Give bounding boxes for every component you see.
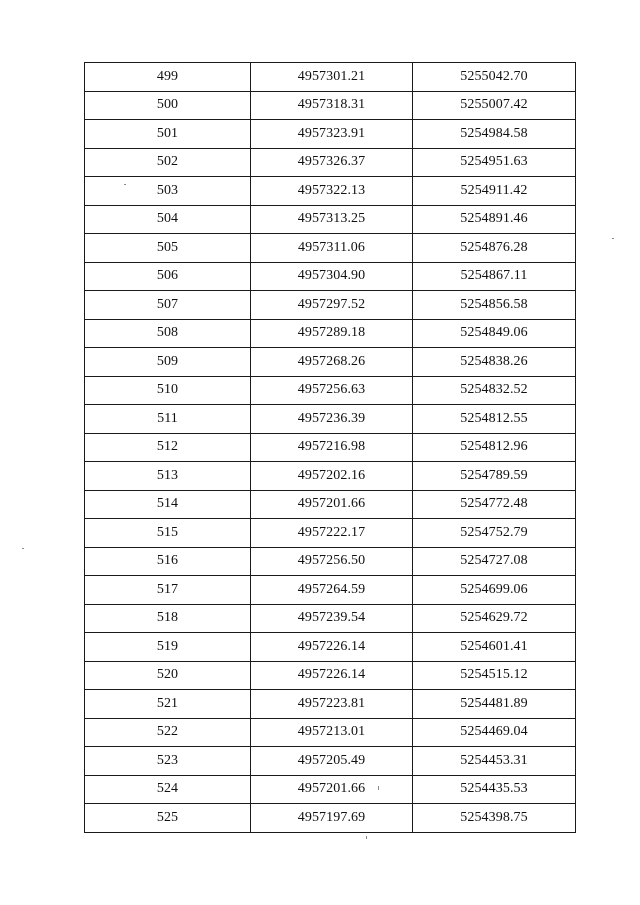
- x-coordinate-cell: 4957264.59: [251, 576, 413, 605]
- y-coordinate-cell: 5254867.11: [413, 262, 576, 291]
- y-coordinate-cell: 5254699.06: [413, 576, 576, 605]
- table-row: [85, 747, 576, 776]
- y-coordinate-cell: 5254481.89: [413, 690, 576, 719]
- x-coordinate-cell: 4957226.14: [251, 661, 413, 690]
- x-coordinate-cell: 4957201.66: [251, 775, 413, 804]
- table-row: [85, 234, 576, 263]
- point-number-cell: 501: [85, 120, 251, 149]
- table-row: [85, 120, 576, 149]
- x-coordinate-cell: 4957289.18: [251, 319, 413, 348]
- y-coordinate-cell: 5254891.46: [413, 205, 576, 234]
- scan-speck: [124, 184, 126, 185]
- point-number-cell: 512: [85, 433, 251, 462]
- table-row: [85, 205, 576, 234]
- point-number-cell: 519: [85, 633, 251, 662]
- y-coordinate-cell: 5254832.52: [413, 376, 576, 405]
- point-number-cell: 508: [85, 319, 251, 348]
- y-coordinate-cell: 5254453.31: [413, 747, 576, 776]
- x-coordinate-cell: 4957201.66: [251, 490, 413, 519]
- point-number-cell: 500: [85, 91, 251, 120]
- y-coordinate-cell: 5254772.48: [413, 490, 576, 519]
- point-number-cell: 520: [85, 661, 251, 690]
- point-number-cell: 502: [85, 148, 251, 177]
- table-row: [85, 547, 576, 576]
- y-coordinate-cell: 5254601.41: [413, 633, 576, 662]
- x-coordinate-cell: 4957301.21: [251, 63, 413, 92]
- table-row: [85, 661, 576, 690]
- point-number-cell: 522: [85, 718, 251, 747]
- y-coordinate-cell: 5254951.63: [413, 148, 576, 177]
- point-number-cell: 523: [85, 747, 251, 776]
- point-number-cell: 499: [85, 63, 251, 92]
- coordinate-table-body: [85, 63, 576, 833]
- scan-speck: [378, 786, 379, 790]
- y-coordinate-cell: 5255042.70: [413, 63, 576, 92]
- x-coordinate-cell: 4957256.63: [251, 376, 413, 405]
- table-row: [85, 262, 576, 291]
- y-coordinate-cell: 5254911.42: [413, 177, 576, 206]
- point-number-cell: 505: [85, 234, 251, 263]
- point-number-cell: 513: [85, 462, 251, 491]
- table-row: [85, 348, 576, 377]
- table-row: [85, 519, 576, 548]
- x-coordinate-cell: 4957223.81: [251, 690, 413, 719]
- table-row: [85, 177, 576, 206]
- point-number-cell: 503: [85, 177, 251, 206]
- x-coordinate-cell: 4957202.16: [251, 462, 413, 491]
- table-row: [85, 633, 576, 662]
- y-coordinate-cell: 5254812.96: [413, 433, 576, 462]
- point-number-cell: 514: [85, 490, 251, 519]
- x-coordinate-cell: 4957256.50: [251, 547, 413, 576]
- coordinate-table: [84, 62, 576, 833]
- table-row: [85, 804, 576, 833]
- table-row: [85, 490, 576, 519]
- y-coordinate-cell: 5254398.75: [413, 804, 576, 833]
- x-coordinate-cell: 4957297.52: [251, 291, 413, 320]
- table-row: [85, 462, 576, 491]
- scan-speck: [366, 836, 367, 839]
- table-row: [85, 604, 576, 633]
- point-number-cell: 511: [85, 405, 251, 434]
- y-coordinate-cell: 5254838.26: [413, 348, 576, 377]
- point-number-cell: 515: [85, 519, 251, 548]
- y-coordinate-cell: 5254789.59: [413, 462, 576, 491]
- x-coordinate-cell: 4957205.49: [251, 747, 413, 776]
- y-coordinate-cell: 5254515.12: [413, 661, 576, 690]
- x-coordinate-cell: 4957236.39: [251, 405, 413, 434]
- point-number-cell: 509: [85, 348, 251, 377]
- x-coordinate-cell: 4957268.26: [251, 348, 413, 377]
- point-number-cell: 524: [85, 775, 251, 804]
- point-number-cell: 507: [85, 291, 251, 320]
- x-coordinate-cell: 4957318.31: [251, 91, 413, 120]
- y-coordinate-cell: 5254435.53: [413, 775, 576, 804]
- x-coordinate-cell: 4957322.13: [251, 177, 413, 206]
- point-number-cell: 510: [85, 376, 251, 405]
- table-row: [85, 63, 576, 92]
- table-row: [85, 433, 576, 462]
- x-coordinate-cell: 4957326.37: [251, 148, 413, 177]
- y-coordinate-cell: 5254876.28: [413, 234, 576, 263]
- point-number-cell: 525: [85, 804, 251, 833]
- point-number-cell: 521: [85, 690, 251, 719]
- y-coordinate-cell: 5254727.08: [413, 547, 576, 576]
- y-coordinate-cell: 5254856.58: [413, 291, 576, 320]
- point-number-cell: 516: [85, 547, 251, 576]
- table-row: [85, 291, 576, 320]
- table-row: [85, 405, 576, 434]
- y-coordinate-cell: 5255007.42: [413, 91, 576, 120]
- x-coordinate-cell: 4957313.25: [251, 205, 413, 234]
- table-row: [85, 718, 576, 747]
- table-row: [85, 376, 576, 405]
- x-coordinate-cell: 4957213.01: [251, 718, 413, 747]
- scan-speck: [612, 238, 614, 239]
- y-coordinate-cell: 5254629.72: [413, 604, 576, 633]
- x-coordinate-cell: 4957239.54: [251, 604, 413, 633]
- x-coordinate-cell: 4957226.14: [251, 633, 413, 662]
- x-coordinate-cell: 4957216.98: [251, 433, 413, 462]
- y-coordinate-cell: 5254752.79: [413, 519, 576, 548]
- table-row: [85, 319, 576, 348]
- point-number-cell: 504: [85, 205, 251, 234]
- y-coordinate-cell: 5254812.55: [413, 405, 576, 434]
- table-row: [85, 690, 576, 719]
- point-number-cell: 506: [85, 262, 251, 291]
- point-number-cell: 518: [85, 604, 251, 633]
- table-row: [85, 576, 576, 605]
- point-number-cell: 517: [85, 576, 251, 605]
- x-coordinate-cell: 4957197.69: [251, 804, 413, 833]
- y-coordinate-cell: 5254469.04: [413, 718, 576, 747]
- y-coordinate-cell: 5254849.06: [413, 319, 576, 348]
- table-row: [85, 91, 576, 120]
- table-row: [85, 148, 576, 177]
- x-coordinate-cell: 4957323.91: [251, 120, 413, 149]
- x-coordinate-cell: 4957311.06: [251, 234, 413, 263]
- y-coordinate-cell: 5254984.58: [413, 120, 576, 149]
- x-coordinate-cell: 4957222.17: [251, 519, 413, 548]
- scan-speck: [22, 548, 24, 549]
- table-row: [85, 775, 576, 804]
- x-coordinate-cell: 4957304.90: [251, 262, 413, 291]
